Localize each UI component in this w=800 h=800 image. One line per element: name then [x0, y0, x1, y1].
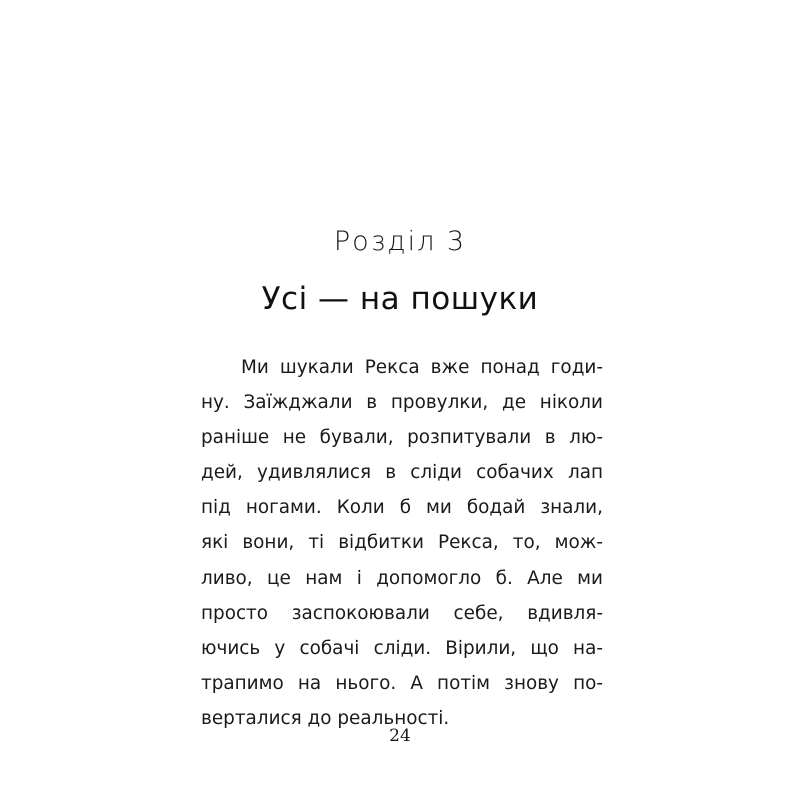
paragraph-line: просто заспокоювали себе, вдивля-	[201, 602, 603, 624]
paragraph-line: ну. Заїжджали в провулки, де ніколи	[201, 392, 603, 414]
paragraph-line: Ми шукали Рекса вже понад годи-	[241, 357, 603, 378]
paragraph-line: під ногами. Коли б ми бодай знали,	[201, 497, 603, 519]
paragraph-line: верталися до реальності.	[201, 707, 450, 729]
chapter-title: Усі — на пошуки	[261, 281, 539, 317]
paragraph-line: ючись у собачі сліди. Вірили, що на-	[201, 637, 603, 659]
paragraph-line: дей, удивлялися в сліди собачих лап	[201, 462, 603, 484]
paragraph-line: раніше не бували, розпитували в лю-	[201, 427, 603, 449]
paragraph-line: які вони, ті відбитки Рекса, то, мож-	[201, 532, 603, 554]
page-number: 24	[389, 726, 411, 746]
body-paragraph	[201, 350, 603, 736]
chapter-label: Розділ 3	[333, 226, 467, 257]
paragraph-line: трапимо на нього. А потім знову по-	[201, 672, 603, 694]
paragraph-line: ливо, це нам і допомогло б. Але ми	[201, 567, 603, 589]
